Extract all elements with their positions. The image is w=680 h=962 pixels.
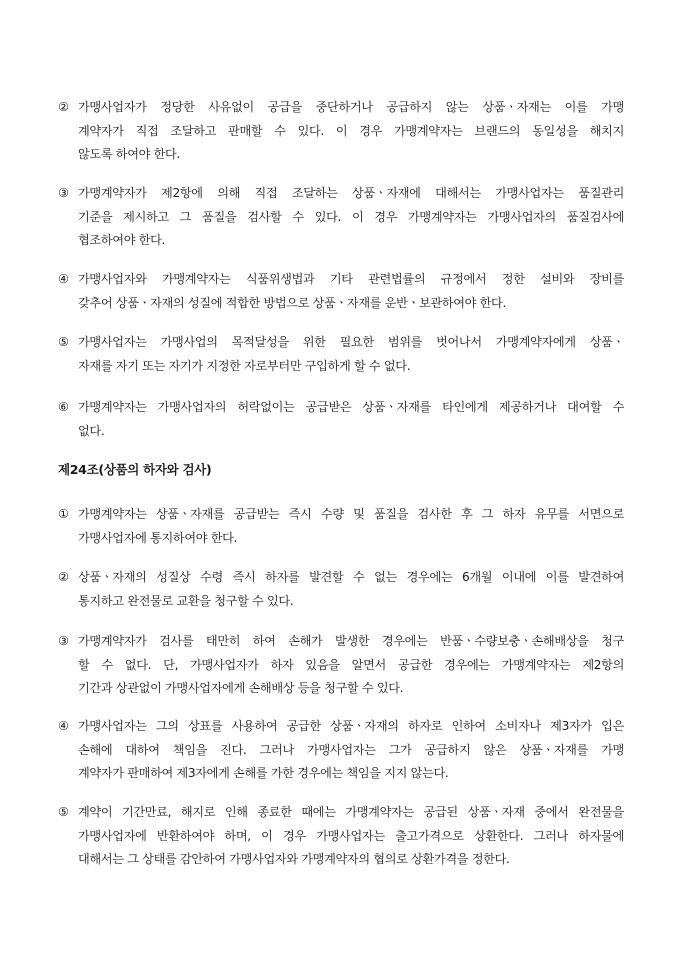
clause-number: ⑥ [58, 400, 69, 414]
clause-number: ④ [58, 719, 69, 733]
clause-b5 [58, 801, 624, 872]
clause-b1 [58, 503, 624, 550]
clause-b3 [58, 630, 624, 701]
clause-text: 가맹사업자와 가맹계약자는 식품위생법과 기타 관련법률의 규정에서 정한 설비와 장비를 [78, 272, 624, 286]
clause-text: 협조하여야 한다. [78, 233, 166, 247]
clause-number: ② [58, 100, 69, 114]
clause-text: 않도록 하여야 한다. [78, 147, 180, 161]
clause-number: ⑤ [58, 335, 69, 349]
clause-number: ③ [58, 186, 69, 200]
clause-text: 가맹계약자는 가맹사업자의 허락없이는 공급받은 상품ㆍ자재를 타인에게 제공하거나 대여할 수 [78, 400, 624, 414]
clause-b4 [58, 715, 624, 786]
clause-text: 할 수 없다. 단, 가맹사업자가 하자 있음을 알면서 공급한 경우에는 가맹계약자는 제2항의 [78, 657, 624, 672]
clause-text: 갖추어 상품ㆍ자재의 성질에 적합한 방법으로 상품ㆍ자재를 운반ㆍ보관하여야 한다. [78, 295, 507, 310]
clause-text: 자재를 자기 또는 자기가 지정한 자로부터만 구입하게 할 수 없다. [78, 358, 411, 373]
clause-text: 가맹사업자는 그의 상표를 사용하여 공급한 상품ㆍ자재의 하자로 인하여 소비자나 제3자가 입은 [78, 719, 624, 733]
clause-a2 [58, 96, 624, 167]
clause-text: 가맹계약자가 검사를 태만히 하여 손해가 발생한 경우에는 반품ㆍ수량보충ㆍ손해배상을 청구 [78, 634, 624, 648]
clause-number: ② [58, 570, 69, 584]
clause-number: ④ [58, 272, 69, 286]
clause-a3 [58, 182, 624, 253]
clause-a4 [58, 268, 624, 315]
clause-text: 기간과 상관없이 가맹사업자에게 손해배상 등을 청구할 수 있다. [78, 681, 404, 695]
clause-number: ⑤ [58, 805, 69, 819]
clause-text: 가맹사업자는 가맹사업의 목적달성을 위한 필요한 범위를 벗어나서 가맹계약자에게 상품ㆍ [78, 335, 624, 349]
clause-text: 가맹사업자가 정당한 사유없이 공급을 중단하거나 공급하지 않는 상품ㆍ자재는 이를 가맹 [78, 100, 624, 114]
clause-text: 가맹계약자가 제2항에 의해 직접 조달하는 상품ㆍ자재에 대해서는 가맹사업자는 품질관리 [78, 186, 624, 200]
clause-text: 없다. [78, 423, 105, 438]
clause-text: 가맹계약자는 상품ㆍ자재를 공급받는 즉시 수량 및 품질을 검사한 후 그 하자 유무를 서면으로 [78, 507, 624, 521]
clause-b2 [58, 566, 624, 613]
clause-text: 통지하고 완전물로 교환을 청구할 수 있다. [78, 593, 294, 608]
clause-number: ① [58, 507, 69, 521]
clause-text: 가맹사업자에 반환하여야 하며, 이 경우 가맹사업자는 출고가격으로 상환한다. 그러나 하자물에 [78, 828, 624, 843]
clause-number: ③ [58, 634, 69, 648]
clause-text: 가맹사업자에 통지하여야 한다. [78, 530, 238, 545]
clause-text: 손해에 대하여 책임을 진다. 그러나 가맹사업자는 그가 공급하지 않은 상품ㆍ자재를 가맹 [78, 742, 624, 757]
article-heading: 제24조(상품의 하자와 검사) [58, 462, 212, 477]
clause-text: 계약이 기간만료, 해지로 인해 종료한 때에는 가맹계약자는 공급된 상품ㆍ자재 중에서 완전물을 [78, 805, 624, 819]
clause-a6 [58, 396, 624, 443]
clause-text: 대해서는 그 상태를 감안하여 가맹사업자와 가맹계약자의 협의로 상환가격을 정한다. [78, 852, 510, 866]
clause-text: 계약자가 직접 조달하고 판매할 수 있다. 이 경우 가맹계약자는 브랜드의 동일성을 해치지 [78, 123, 624, 138]
clause-text: 기준을 제시하고 그 품질을 검사할 수 있다. 이 경우 가맹계약자는 가맹사업자의 품질검사에 [78, 209, 624, 224]
clause-text: 계약자가 판매하여 제3자에게 손해를 가한 경우에는 책임을 지지 않는다. [78, 766, 449, 780]
clause-a5 [58, 331, 624, 378]
clause-text: 상품ㆍ자재의 성질상 수령 즉시 하자를 발견할 수 없는 경우에는 6개월 이내에 이를 발견하여 [78, 570, 624, 584]
